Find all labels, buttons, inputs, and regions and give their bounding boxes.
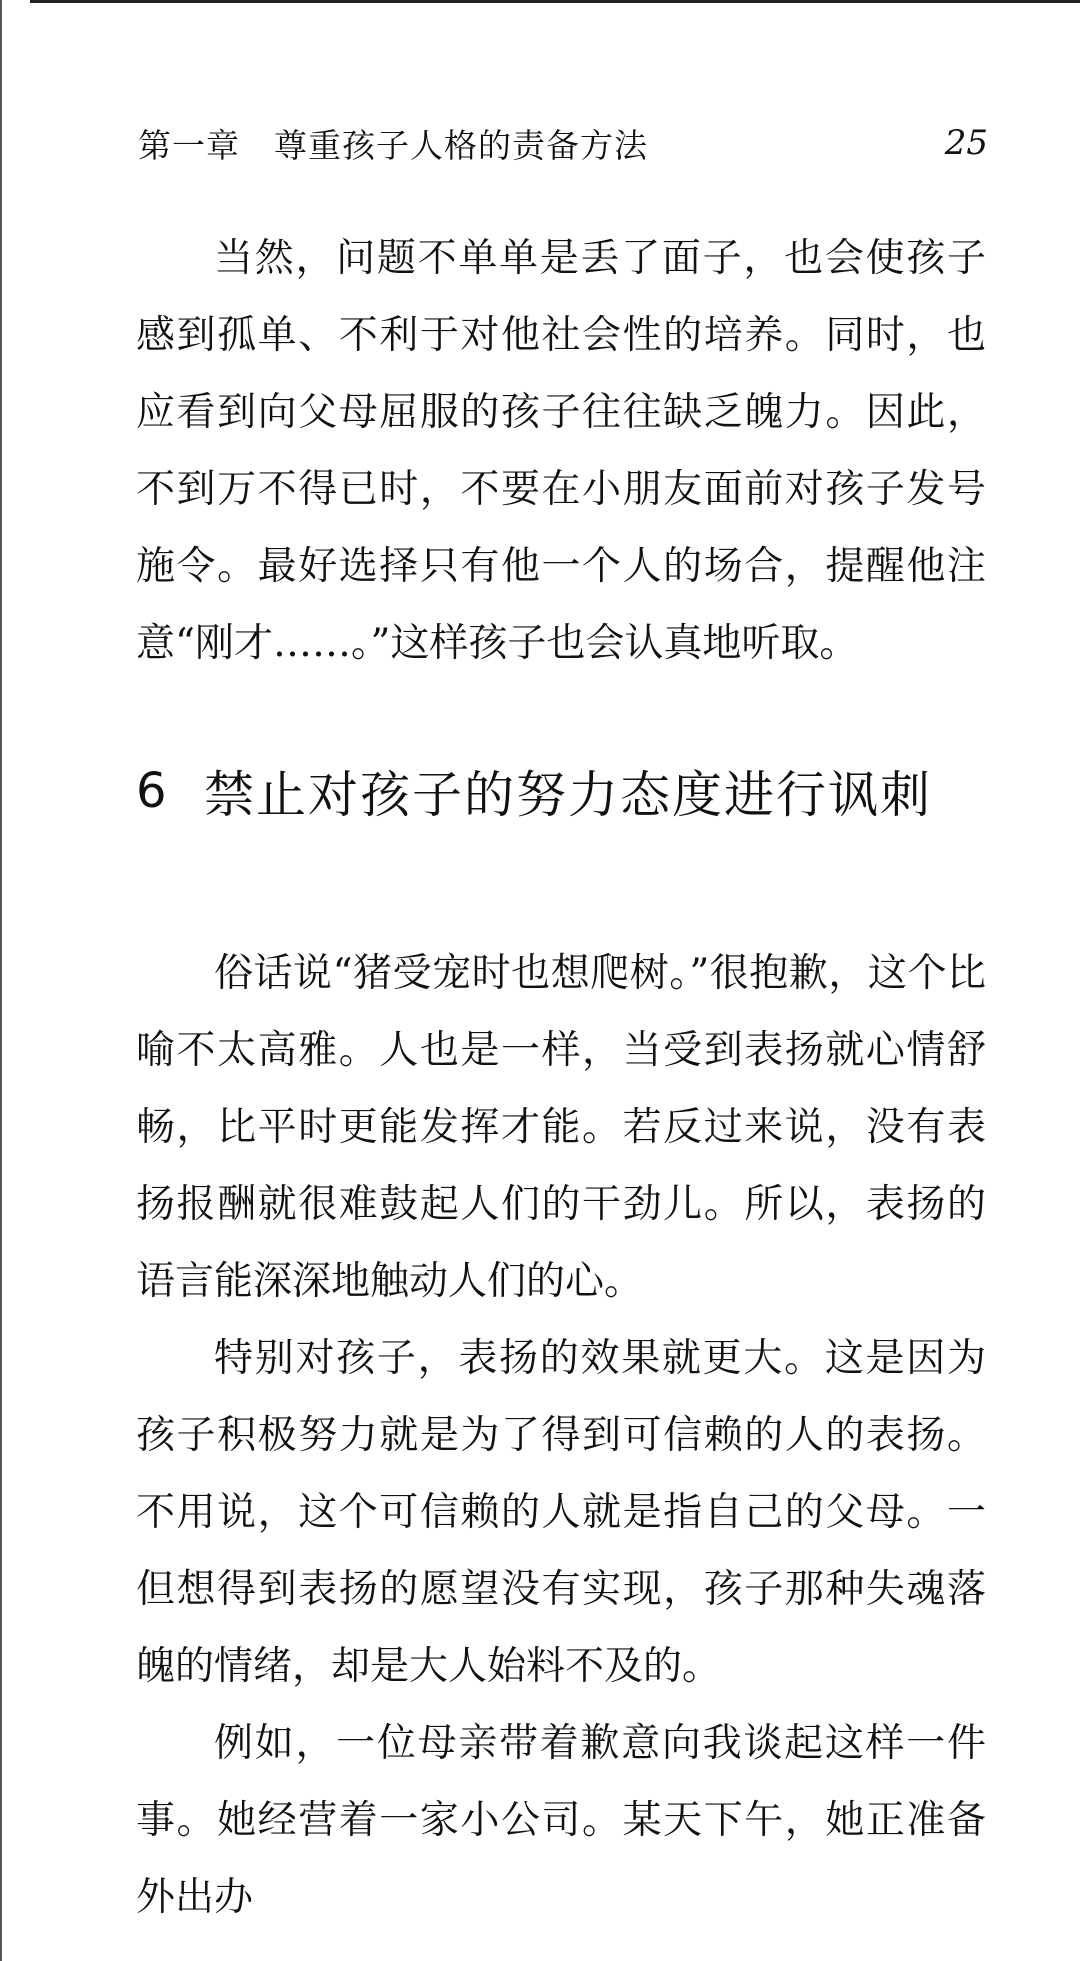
section-heading [136, 755, 932, 827]
paragraph: 特别对孩子，表扬的效果就更大。这是因为孩子积极努力就是为了得到可信赖的人的表扬。不用说，这个可信赖的人就是指自己的父母。一但想得到表扬的愿望没有实现，孩子那种失魂落魄的情绪，却是大人始料不及的。 [136, 1336, 986, 1689]
paragraph: 俗话说“猪受宠时也想爬树。”很抱歉，这个比喻不太高雅。人也是一样，当受到表扬就心情舒畅，比平时更能发挥才能。若反过来说，没有表扬报酬就很难鼓起人们的干劲儿。所以，表扬的语言能深深地触动人们的心。 [136, 951, 986, 1304]
text-block-previous-section [136, 220, 986, 682]
text-block-section-6 [136, 935, 986, 1936]
chapter-title: 第一章 尊重孩子人格的责备方法 [138, 125, 648, 165]
top-border-line [30, 0, 1080, 3]
paragraph: 例如，一位母亲带着歉意向我谈起这样一件事。她经营着一家小公司。某天下午，她正准备外出办 [136, 1721, 986, 1920]
paragraph: 当然，问题不单单是丢了面子，也会使孩子感到孤单、不利于对他社会性的培养。同时，也应看到向父母屈服的孩子往往缺乏魄力。因此，不到万不得已时，不要在小朋友面前对孩子发号施令。最好选择只有他一个人的场合，提醒他注意“刚才……。”这样孩子也会认真地听取。 [136, 236, 986, 666]
running-header [138, 118, 988, 168]
page-number: 25 [944, 123, 988, 163]
left-border-line [0, 0, 2, 1961]
section-number: 6 [136, 763, 167, 819]
section-title: 禁止对孩子的努力态度进行讽刺 [204, 766, 932, 824]
